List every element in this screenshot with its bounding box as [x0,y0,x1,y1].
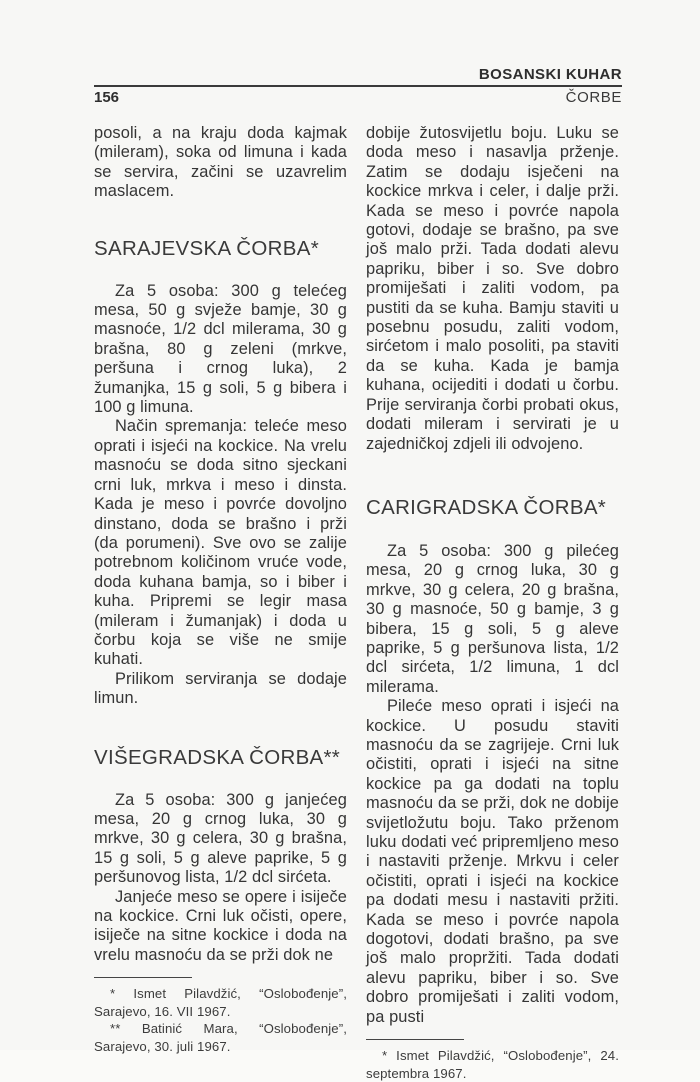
right-footnotes [366,1039,619,1082]
recipe-title-visegradska-corba: VIŠEGRADSKA ČORBA** [94,745,341,769]
paragraph-sarajevska-preparation: Način spremanja: teleće meso oprati i isjeći na kockice. Na vrelu masnoću se doda sitno sjeckani crni luk, mrkva i meso i dinsta. Kada je meso i povrće dovoljno dinstano, doda se brašno i prži (da porumeni). Sve ovo se zalije potrebnom količinom vruće vode, doda kuhana bamja, so i biber i kuha. Pripremi se legir masa (mileram i žumanjak) i doda u čorbu koja se više ne smije kuhati. [94,417,347,669]
footnote-divider [366,1039,464,1040]
paragraph-continuation-visegradska: dobije žutosvijetlu boju. Luku se doda meso i nasavlja prženje. Zatim se dodaju isječeni na kockice mrkva i celer, i dalje prži. Kada se meso i povrće napola gotovi, dodaje se brašno, pa sve još malo prži. Tada dodati alevu papriku, biber i so. Sve dobro promiješati i zaliti vodom, pa pustiti da se kuha. Bamju staviti u posebnu posudu, zaliti vodom, sirćetom i malo posoliti, pa staviti da se kuha. Kada je bamja kuhana, ocijediti i dodati u čorbu. Prije serviranja čorbi probati okus, dodati mileram i servirati je u zajedničkoj zdjeli ili odvojeno. [366,124,619,453]
paragraph-visegradska-preparation: Janjeće meso se opere i isiječe na kockice. Crni luk očisti, opere, isiječe na sitne kockice i doda na vrelu masnoću da se prži dok ne [94,887,347,964]
left-footnotes [94,977,347,1055]
footnote-batinic-mara: ** Batinić Mara, “Oslobođenje”, Sarajevo, 30. juli 1967. [94,1021,347,1054]
footnote-ismet-pilavdzic: * Ismet Pilavdžić, “Oslobođenje”, Sarajevo, 16. VII 1967. [94,986,347,1019]
text-columns [94,124,622,1082]
page-header [94,66,622,107]
book-title: BOSANSKI KUHAR [478,66,622,83]
recipe-title-sarajevska-corba: SARAJEVSKA ČORBA* [94,236,319,260]
recipe-title-carigradska-corba: CARIGRADSKA ČORBA* [366,495,607,519]
right-column [366,124,619,1082]
footnote-divider [94,977,192,978]
paragraph-sarajevska-ingredients: Za 5 osoba: 300 g telećeg mesa, 50 g svježe bamje, 30 g masnoće, 1/2 dcl milerama, 30 g brašna, 80 g zeleni (mrkve, peršuna i crnog luka), 2 žumanjka, 15 g soli, 5 g bibera i 100 g limuna. [94,281,347,417]
page-number: 156 [94,89,120,106]
paragraph-carigradska-preparation: Pileće meso oprati i isjeći na kockice. U posudu staviti masnoću da se zagrijeje. Crni luk očistiti, oprati i isjeći na sitne kockice pa ga dodati na toplu masnoću da se prži, dok ne dobije svijetložutu boju. Tako prženom luku dodati već pripremljeno meso i nastaviti prženje. Mrkvu i celer očistiti, oprati i isjeći na kockice pa dodati mesu i nastaviti pržiti. Kada se meso i povrće napola dogotovi, dodati brašno, pa sve još malo propržiti. Tada dodati alevu papriku, biber i so. Sve dobro promiješati i zaliti vodom, pa pusti [366,697,619,1026]
footnote-ismet-pilavdzic-september: * Ismet Pilavdžić, “Oslobođenje”, 24. septembra 1967. [366,1048,619,1081]
header-rule [94,85,622,87]
left-column [94,124,347,1082]
paragraph-carigradska-ingredients: Za 5 osoba: 300 g pilećeg mesa, 20 g crnog luka, 30 g mrkve, 30 g celera, 20 g brašna, 30 g masnoće, 50 g bamje, 3 g bibera, 15 g soli, 5 g aleve paprike, 5 g peršunova lista, 1/2 dcl sirćeta, 1/2 limuna, 1 dcl milerama. [366,541,619,696]
paragraph-visegradska-ingredients: Za 5 osoba: 300 g janjećeg mesa, 20 g crnog luka, 30 g mrkve, 30 g celera, 30 g brašna, 15 g soli, 5 g aleve paprike, 5 g peršunovog lista, 1/2 dcl sirćeta. [94,790,347,887]
paragraph-continuation-previous-recipe: posoli, a na kraju doda kajmak (mileram), soka od limuna i kada se servira, začini se uzavrelim maslacem. [94,124,347,201]
paragraph-sarajevska-serving: Prilikom serviranja se dodaje limun. [94,669,347,708]
chapter-title: ČORBE [565,89,622,106]
